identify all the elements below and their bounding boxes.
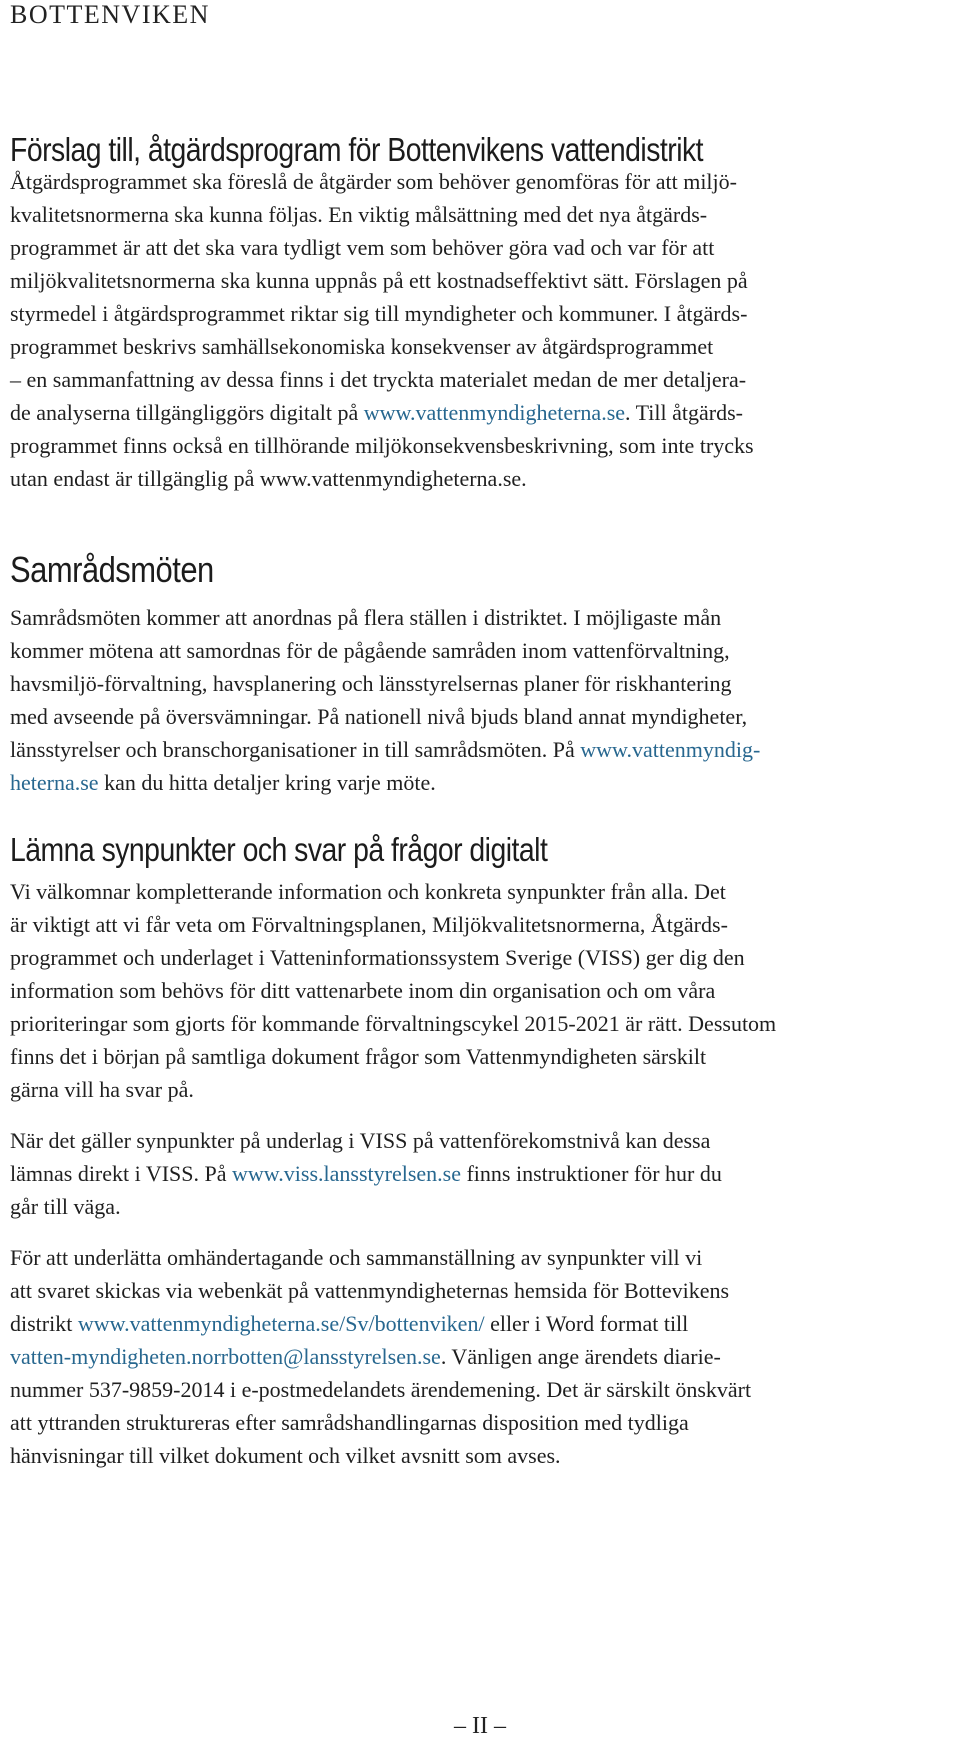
section-heading-atgardsprogram: Förslag till, åtgärdsprogram för Bottenvikens vattendistrikt	[10, 131, 704, 168]
paragraph-line: länsstyrelser och branschorganisationer in till samrådsmöten. På www.vattenmyndig-	[10, 737, 761, 762]
paragraph-line: gärna vill ha svar på.	[10, 1077, 194, 1102]
paragraph-line: är viktigt att vi får veta om Förvaltningsplanen, Miljökvalitetsnormerna, Åtgärds-	[10, 912, 728, 937]
paragraph-line: Vi välkomnar kompletterande information och konkreta synpunkter från alla. Det	[10, 879, 726, 904]
paragraph-line: programmet är att det ska vara tydligt vem som behöver göra vad och var för att	[10, 235, 715, 260]
paragraph-line: hänvisningar till vilket dokument och vilket avsnitt som avses.	[10, 1443, 561, 1468]
link-vattenmyndigheterna-part2[interactable]: heterna.se	[10, 770, 99, 795]
paragraph-line: heterna.se kan du hitta detaljer kring varje möte.	[10, 770, 436, 795]
paragraph-line: med avseende på översvämningar. På nationell nivå bjuds bland annat myndigheter,	[10, 704, 748, 729]
paragraph-line: finns det i början på samtliga dokument frågor som Vattenmyndigheten särskilt	[10, 1044, 707, 1069]
paragraph-line: programmet beskrivs samhällsekonomiska konsekvenser av åtgärdsprogrammet	[10, 334, 714, 359]
paragraph-line: kvalitetsnormerna ska kunna följas. En viktig målsättning med det nya åtgärds-	[10, 202, 708, 227]
paragraph-line: styrmedel i åtgärdsprogrammet riktar sig till myndigheter och kommuner. I åtgärds-	[10, 301, 748, 326]
paragraph-line: kommer mötena att samordnas för de pågående samråden inom vattenförvaltning,	[10, 638, 730, 663]
link-bottenviken[interactable]: www.vattenmyndigheterna.se/Sv/bottenviken/	[77, 1311, 485, 1336]
paragraph-line: När det gäller synpunkter på underlag i VISS på vattenförekomstnivå kan dessa	[10, 1128, 711, 1153]
link-vattenmyndigheterna-part1[interactable]: www.vattenmyndig-	[580, 737, 761, 762]
paragraph-line: För att underlätta omhändertagande och sammanställning av synpunkter vill vi	[10, 1245, 703, 1270]
paragraph-line: utan endast är tillgänglig på www.vattenmyndigheterna.se.	[10, 466, 527, 491]
paragraph-line: lämnas direkt i VISS. På www.viss.lansstyrelsen.se finns instruktioner för hur du	[10, 1161, 722, 1186]
page-number: – II –	[454, 1713, 506, 1739]
paragraph-line: nummer 537-9859-2014 i e-postmedelandets ärendemening. Det är särskilt önskvärt	[10, 1377, 752, 1402]
link-viss[interactable]: www.viss.lansstyrelsen.se	[232, 1161, 461, 1186]
paragraph-line: vatten-myndigheten.norrbotten@lansstyrelsen.se. Vänligen ange ärendets diarie-	[10, 1344, 721, 1369]
paragraph-line: miljökvalitetsnormerna ska kunna uppnås på ett kostnadseffektivt sätt. Förslagen på	[10, 268, 748, 293]
paragraph-line: Åtgärdsprogrammet ska föreslå de åtgärder som behöver genomföras för att miljö-	[10, 169, 737, 194]
paragraph-line: Samrådsmöten kommer att anordnas på flera ställen i distriktet. I möjligaste mån	[10, 605, 722, 630]
section-heading-synpunkter: Lämna synpunkter och svar på frågor digitalt	[10, 831, 548, 868]
paragraph-line: prioriteringar som gjorts för kommande förvaltningscykel 2015-2021 är rätt. Dessutom	[10, 1011, 777, 1036]
paragraph-line: distrikt www.vattenmyndigheterna.se/Sv/bottenviken/ eller i Word format till	[10, 1311, 689, 1336]
paragraph-line: information som behövs för ditt vattenarbete inom din organisation och om våra	[10, 978, 716, 1003]
paragraph-line: de analyserna tillgängliggörs digitalt på www.vattenmyndigheterna.se. Till åtgärds-	[10, 400, 743, 425]
section-heading-samradsmoten: Samrådsmöten	[10, 549, 214, 590]
link-email[interactable]: vatten-myndigheten.norrbotten@lansstyrelsen.se	[10, 1344, 441, 1369]
paragraph-line: att svaret skickas via webenkät på vattenmyndigheternas hemsida för Bottevikens	[10, 1278, 730, 1303]
link-vattenmyndigheterna[interactable]: www.vattenmyndigheterna.se	[363, 400, 626, 425]
paragraph-line: programmet finns också en tillhörande miljökonsekvensbeskrivning, som inte trycks	[10, 433, 754, 458]
paragraph-line: programmet och underlaget i Vatteninformationssystem Sverige (VISS) ger dig den	[10, 945, 745, 970]
paragraph-line: – en sammanfattning av dessa finns i det tryckta materialet medan de mer detaljera-	[10, 367, 747, 392]
running-head: BOTTENVIKEN	[10, 0, 210, 29]
paragraph-line: havsmiljö-förvaltning, havsplanering och länsstyrelsernas planer för riskhantering	[10, 671, 732, 696]
paragraph-line: går till väga.	[10, 1194, 121, 1219]
paragraph-line: att yttranden struktureras efter samrådshandlingarnas disposition med tydliga	[10, 1410, 689, 1435]
